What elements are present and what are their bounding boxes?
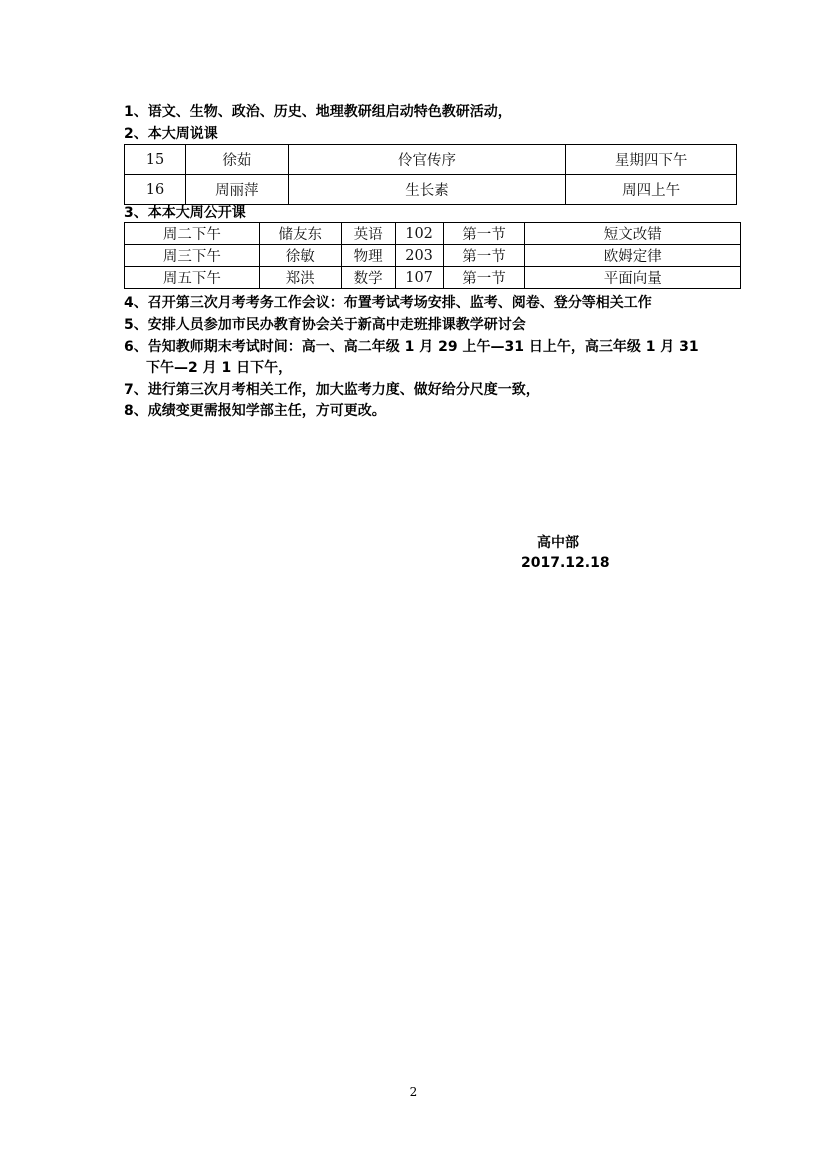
talk-no: 15 xyxy=(125,145,186,175)
class-period: 第一节 xyxy=(443,267,525,289)
class-room: 102 xyxy=(395,223,443,245)
open-class-table xyxy=(124,222,741,289)
talk-topic: 生长素 xyxy=(288,175,565,205)
class-subject: 数学 xyxy=(341,267,395,289)
table-row xyxy=(125,145,737,175)
class-time: 周三下午 xyxy=(125,245,260,267)
talk-time: 周四上午 xyxy=(566,175,737,205)
item-6-line-1: 6、告知教师期末考试时间：高一、高二年级 1 月 29 上午—31 日上午，高三年级 1 月 31 xyxy=(124,339,699,355)
signature-date: 2017.12.18 xyxy=(521,555,610,571)
table-row xyxy=(125,223,741,245)
lecture-table xyxy=(124,144,737,205)
class-teacher: 储友东 xyxy=(259,223,341,245)
class-topic: 短文改错 xyxy=(525,223,741,245)
class-room: 107 xyxy=(395,267,443,289)
item-1: 1、语文、生物、政治、历史、地理教研组启动特色教研活动， xyxy=(124,104,512,120)
item-5: 5、安排人员参加市民办教育协会关于新高中走班排课教学研讨会 xyxy=(124,317,526,333)
item-4: 4、召开第三次月考考务工作会议：布置考试考场安排、监考、阅卷、登分等相关工作 xyxy=(124,295,652,311)
class-topic: 平面向量 xyxy=(525,267,741,289)
page-number: 2 xyxy=(409,1085,418,1099)
class-time: 周二下午 xyxy=(125,223,260,245)
class-period: 第一节 xyxy=(443,223,525,245)
class-subject: 英语 xyxy=(341,223,395,245)
table-row xyxy=(125,267,741,289)
class-room: 203 xyxy=(395,245,443,267)
class-time: 周五下午 xyxy=(125,267,260,289)
class-teacher: 郑洪 xyxy=(259,267,341,289)
talk-no: 16 xyxy=(125,175,186,205)
class-topic: 欧姆定律 xyxy=(525,245,741,267)
item-7: 7、进行第三次月考相关工作，加大监考力度、做好给分尺度一致， xyxy=(124,382,540,398)
item-8: 8、成绩变更需报知学部主任，方可更改。 xyxy=(124,403,386,419)
talk-topic: 伶官传序 xyxy=(288,145,565,175)
class-teacher: 徐敏 xyxy=(259,245,341,267)
signature-department: 高中部 xyxy=(537,535,579,551)
table-row xyxy=(125,245,741,267)
talk-time: 星期四下午 xyxy=(566,145,737,175)
item-2: 2、本大周说课 xyxy=(124,126,218,142)
talk-teacher: 徐茹 xyxy=(185,145,288,175)
table-row xyxy=(125,175,737,205)
item-3: 3、本本大周公开课 xyxy=(124,205,246,221)
item-6-line-2: 下午—2 月 1 日下午， xyxy=(146,360,293,376)
class-subject: 物理 xyxy=(341,245,395,267)
class-period: 第一节 xyxy=(443,245,525,267)
talk-teacher: 周丽萍 xyxy=(185,175,288,205)
